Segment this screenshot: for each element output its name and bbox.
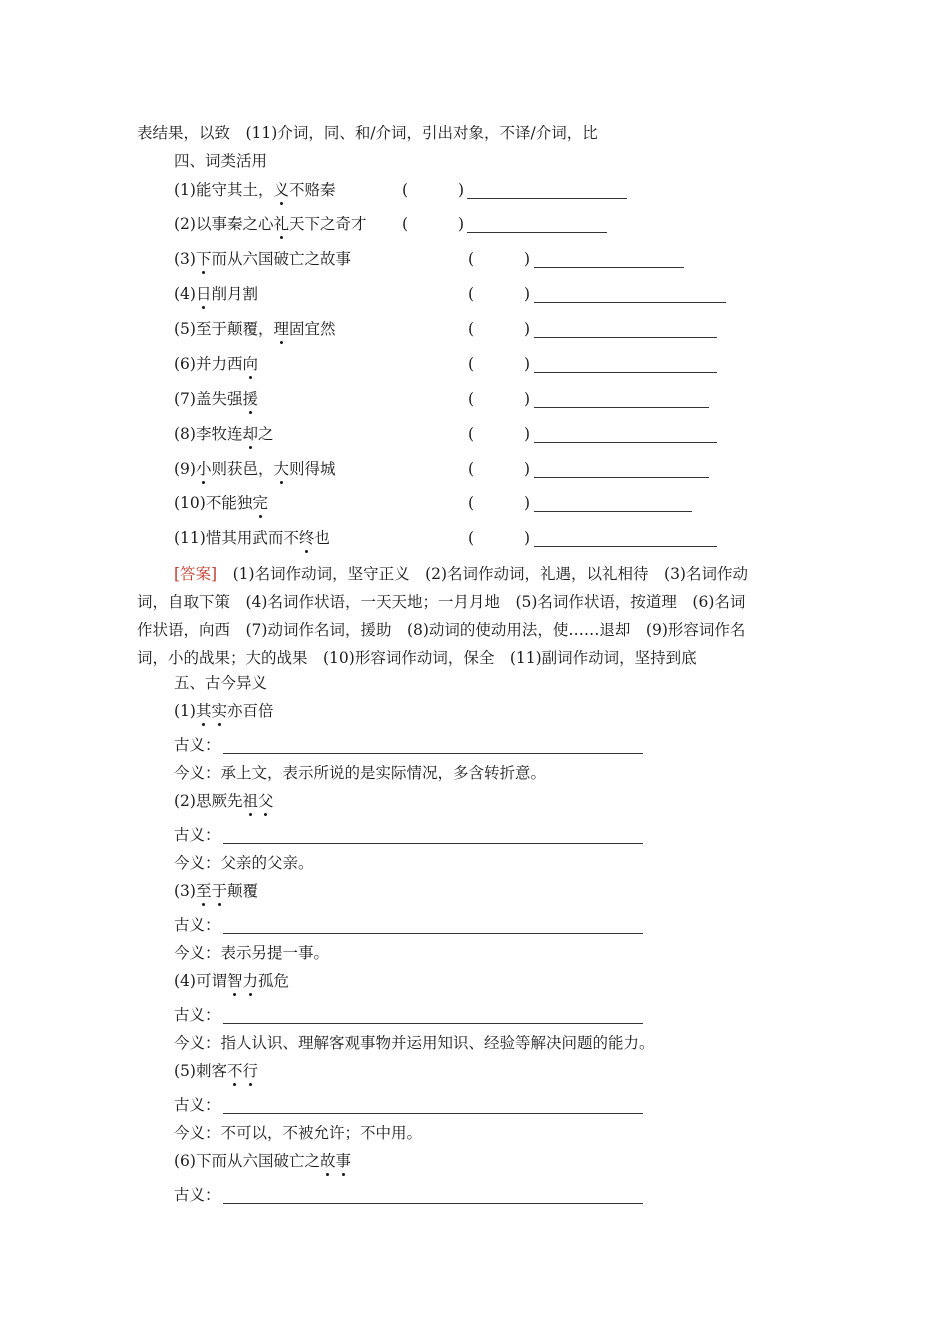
ancient-meaning-blank[interactable] [223,1113,643,1114]
question-text [174,389,258,409]
modern-meaning-text: 父亲的父亲。 [220,854,314,872]
question-text [174,1151,351,1171]
modern-meaning [174,763,546,783]
question-text [174,791,274,811]
question-text [174,249,351,269]
answer-line: 词，小的战果；大的战果 (10)形容词作动词，保全 (11)副词作动词，坚持到底 [137,649,697,667]
modern-meaning-text: 指人认识、理解客观事物并运用知识、经验等解决问题的能力。 [220,1034,655,1052]
modern-meaning-label: 今义： [174,1124,221,1142]
modern-meaning [174,1033,655,1053]
answer-blank[interactable] [534,372,717,373]
answer-paren-open: ( [468,250,475,268]
question-segment: (5)刺客 [174,1062,227,1080]
answer-blank[interactable] [534,546,717,547]
dotted-char: 却 [242,425,258,443]
answer-blank[interactable] [534,442,717,443]
answer-paren-close: ) [458,181,465,199]
question-segment: (6)下而从六国破亡之 [174,1152,320,1170]
question-segment: 之 [257,425,274,443]
answer-paren-close: ) [524,460,531,478]
question-segment: (3) [174,882,196,900]
dotted-char: 于 [211,882,227,900]
dotted-char: 不 [226,1062,243,1080]
answer-tag: [答案] [174,565,218,583]
answer-paren-close: ) [524,250,531,268]
dotted-char: 日 [195,285,212,303]
dotted-char: 故 [319,1152,336,1170]
question-segment: (1)能守其土， [174,181,274,199]
dotted-char: 向 [242,355,258,373]
question-segment: 而从六国破亡之故事 [211,250,351,268]
answer-paren-close: ) [524,390,531,408]
answer-paren-close: ) [524,285,531,303]
ancient-meaning-blank[interactable] [223,843,643,844]
question-segment: (6)并力西 [174,355,243,373]
question-segment: 不赂秦 [288,181,336,199]
answer-blank[interactable] [534,477,709,478]
answer-paren-open: ( [468,285,475,303]
question-segment: (8)李牧连 [174,425,243,443]
dotted-char: 智 [226,972,243,990]
modern-meaning [174,853,314,873]
answer-blank[interactable] [534,337,717,338]
answer-paren-open: ( [402,215,409,233]
modern-meaning [174,1123,422,1143]
answer-line: 词，自取下策 (4)名词作状语，一天天地；一月月地 (5)名词作状语，按道理 (6)名词 [137,593,746,611]
modern-meaning [174,943,329,963]
answer-paren-close: ) [524,529,531,547]
question-text [174,180,336,200]
dotted-char: 实 [211,702,227,720]
dotted-char: 其 [195,702,212,720]
answer-paren-open: ( [468,355,475,373]
modern-meaning-label: 今义： [174,764,221,782]
modern-meaning-label: 今义： [174,1034,221,1052]
answer-line: (1)名词作动词，坚守正义 (2)名词作动词，礼遇，以礼相待 (3)名词作动 [217,565,748,583]
question-segment: 孤危 [258,972,290,990]
question-segment: (2)思厥先 [174,792,243,810]
modern-meaning-text: 承上文，表示所说的是实际情况，多含转折意。 [220,764,547,782]
question-segment: (2)以事秦之心 [174,215,274,233]
question-text [174,459,336,479]
question-text [174,1061,258,1081]
dotted-char: 礼 [273,215,289,233]
answer-paren-close: ) [524,355,531,373]
answer-paren-open: ( [468,460,475,478]
question-text [174,424,274,444]
question-segment: (3) [174,250,196,268]
question-text [174,701,274,721]
dotted-char: 父 [257,792,274,810]
question-text [174,528,330,548]
dotted-char: 义 [273,181,289,199]
section5-heading: 五、古今异义 [174,674,268,692]
question-segment: (1) [174,702,196,720]
dotted-char: 至 [195,882,212,900]
ancient-meaning-label: 古义： [174,826,221,844]
question-segment: (7)盖失强 [174,390,243,408]
continuation-line: 表结果，以致 (11)介词，同、和/介词，引出对象，不译/介词，比 [137,124,598,142]
question-segment: (4)可谓 [174,972,227,990]
answer-blank[interactable] [534,302,726,303]
ancient-meaning-label: 古义： [174,736,221,754]
answer-paren-open: ( [468,425,475,443]
answer-paren-close: ) [458,215,465,233]
ancient-meaning-blank[interactable] [223,933,643,934]
question-text [174,284,258,304]
question-segment: (10)不能独 [174,494,253,512]
question-segment: 天下之奇才 [288,215,367,233]
question-segment: 亦百倍 [227,702,274,720]
question-segment: 固宜然 [288,320,336,338]
answer-paren-open: ( [402,181,409,199]
ancient-meaning-blank[interactable] [223,753,643,754]
answer-blank[interactable] [534,407,709,408]
ancient-meaning-label: 古义： [174,1006,221,1024]
answer-blank[interactable] [534,511,692,512]
answer-blank[interactable] [467,232,607,233]
dotted-char: 事 [335,1152,351,1170]
dotted-char: 援 [242,390,258,408]
dotted-char: 祖 [242,792,258,810]
modern-meaning-text: 不可以，不被允许；不中用。 [220,1124,423,1142]
ancient-meaning-label: 古义： [174,1096,221,1114]
question-text [174,971,289,991]
question-segment: (4) [174,285,196,303]
question-segment: (11)惜其用武而不 [174,529,299,547]
answer-block [137,560,817,672]
question-segment: 颠覆 [227,882,259,900]
question-text [174,493,268,513]
ancient-meaning-label: 古义： [174,916,221,934]
answer-paren-open: ( [468,494,475,512]
dotted-char: 大 [273,460,290,478]
ancient-meaning-blank[interactable] [223,1023,643,1024]
question-segment: 也 [314,529,330,547]
question-text [174,214,367,234]
answer-paren-open: ( [468,320,475,338]
dotted-char: 理 [273,320,289,338]
question-text [174,881,258,901]
dotted-char: 下 [195,250,212,268]
answer-paren-close: ) [524,494,531,512]
dotted-char: 行 [242,1062,258,1080]
modern-meaning-label: 今义： [174,854,221,872]
question-text [174,319,336,339]
ancient-meaning-label: 古义： [174,1186,221,1204]
answer-blank[interactable] [467,198,627,199]
question-segment: 则得城 [289,460,336,478]
answer-paren-close: ) [524,320,531,338]
ancient-meaning-blank[interactable] [223,1203,643,1204]
modern-meaning-label: 今义： [174,944,221,962]
modern-meaning-text: 表示另提一事。 [220,944,330,962]
dotted-char: 力 [242,972,258,990]
answer-paren-open: ( [468,390,475,408]
question-segment: (9) [174,460,196,478]
dotted-char: 小 [195,460,212,478]
answer-paren-open: ( [468,529,475,547]
section4-heading: 四、词类活用 [174,152,268,170]
question-text [174,354,258,374]
dotted-char: 完 [252,494,268,512]
answer-line: 作状语，向西 (7)动词作名词，援助 (8)动词的使动用法，使……退却 (9)形容词作名 [137,621,746,639]
dotted-char: 终 [298,529,315,547]
question-segment: (5)至于颠覆， [174,320,274,338]
answer-paren-close: ) [524,425,531,443]
answer-blank[interactable] [534,267,684,268]
question-segment: 削月割 [211,285,258,303]
question-segment: 则获邑， [211,460,274,478]
